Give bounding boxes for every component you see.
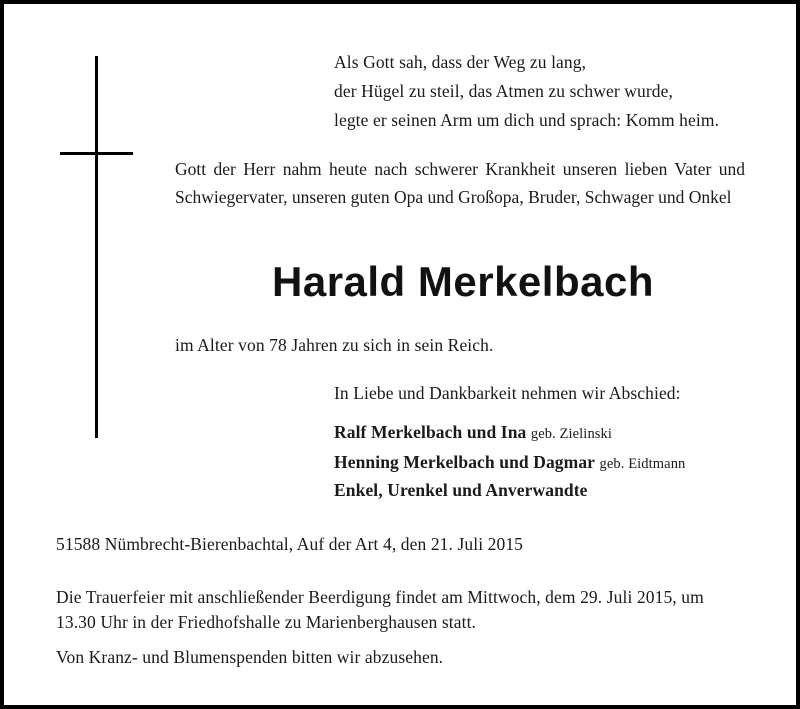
cross-icon [95,56,98,438]
age-line: im Alter von 78 Jahren zu sich in sein Reich. [175,335,494,355]
poem-line-3: legte er seinen Arm um dich und sprach: Komm heim. [334,110,720,130]
poem-line-2: der Hügel zu steil, das Atmen zu schwer wurde, [334,81,673,101]
poem-line-1: Als Gott sah, dass der Weg zu lang, [334,52,587,72]
mourner-1 [334,422,612,444]
mourner-2 [334,452,685,474]
mourner-2-name: Henning Merkelbach und Dagmar [334,452,596,472]
deceased-name: Harald Merkelbach [272,258,654,305]
funeral-line-1: Die Trauerfeier mit anschließender Beerdigung findet am Mittwoch, dem 29. Juli 2015, um [56,587,704,607]
mourner-1-note: geb. Zielinski [530,426,613,442]
mourner-1-name: Ralf Merkelbach und Ina [334,422,527,442]
cross-icon-bar [60,152,133,155]
flowers-note: Von Kranz- und Blumenspenden bitten wir abzusehen. [56,647,444,667]
mourner-3 [334,480,588,500]
mourner-3-name: Enkel, Urenkel und Anverwandte [334,480,588,500]
funeral-line-2: 13.30 Uhr in der Friedhofshalle zu Marienberghausen statt. [56,612,477,632]
farewell-line: In Liebe und Dankbarkeit nehmen wir Abschied: [334,383,681,403]
address-date: 51588 Nümbrecht-Bierenbachtal, Auf der Art 4, den 21. Juli 2015 [56,534,524,554]
mourner-2-note: geb. Eidtmann [599,456,686,472]
announcement-text: Gott der Herr nahm heute nach schwerer Krankheit unseren lieben Vater und Schwiegervater, unseren guten Opa und Großopa, Bruder, Schwager und Onkel [175,159,745,207]
